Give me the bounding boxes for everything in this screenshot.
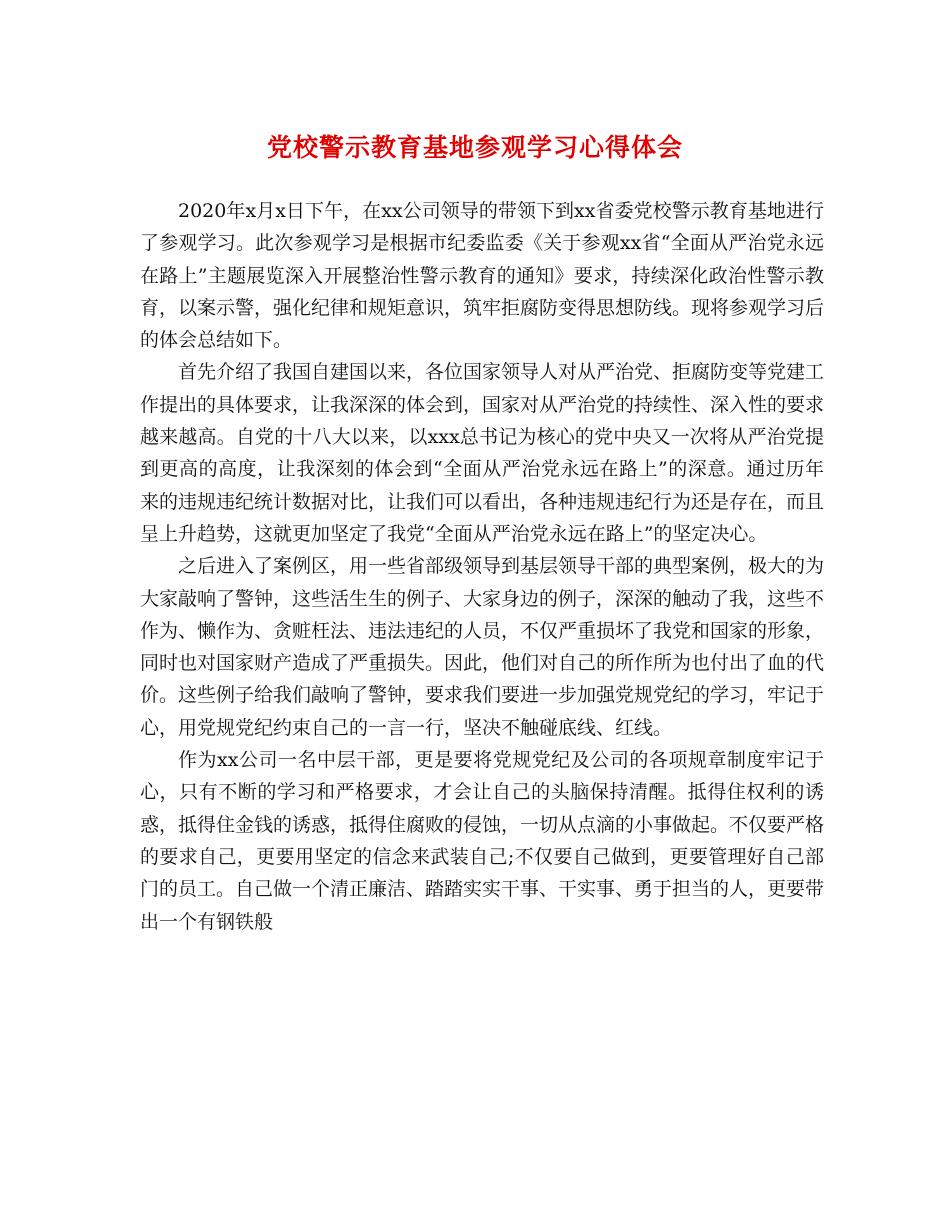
document-title: 党校警示教育基地参观学习心得体会 — [266, 133, 683, 162]
document-body — [140, 195, 824, 938]
paragraph-3: 之后进入了案例区，用一些省部级领导到基层领导干部的典型案例，极大的为大家敲响了警钟，这些活生生的例子、大家身边的例子，深深的触动了我，这些不作为、懒作为、贪赃枉法、违法违纪的人员，不仅严重损坏了我党和国家的形象，同时也对国家财产造成了严重损失。因此，他们对自己的所作所为也付出了血的代价。这些例子给我们敲响了警钟，要求我们要进一步加强党规党纪的学习，牢记于心，用党规党纪约束自己的一言一行，坚决不触碰底线、红线。 — [140, 555, 825, 739]
paragraph-2: 首先介绍了我国自建国以来，各位国家领导人对从严治党、拒腐防变等党建工作提出的具体要求，让我深深的体会到，国家对从严治党的持续性、深入性的要求越来越高。自党的十八大以来，以xxx总书记为核心的党中央又一次将从严治党提到更高的高度，让我深刻的体会到“全面从严治党永远在路上”的深意。通过历年来的违规违纪统计数据对比，让我们可以看出，各种违规违纪行为还是存在，而且呈上升趋势，这就更加坚定了我党“全面从严治党永远在路上”的坚定决心。 — [140, 361, 825, 545]
paragraph-4: 作为xx公司一名中层干部，更是要将党规党纪及公司的各项规章制度牢记于心，只有不断的学习和严格要求，才会让自己的头脑保持清醒。抵得住权利的诱惑，抵得住金钱的诱惑，抵得住腐败的侵蚀，一切从点滴的小事做起。不仅要严格的要求自己，更要用坚定的信念来武装自己;不仅要自己做到，更要管理好自己部门的员工。自己做一个清正廉洁、踏踏实实干事、干实事、勇于担当的人，更要带出一个有钢铁般 — [140, 749, 825, 933]
paragraph-1: 2020年x月x日下午，在xx公司领导的带领下到xx省委党校警示教育基地进行了参观学习。此次参观学习是根据市纪委监委《关于参观xx省“全面从严治党永远在路上”主题展览深入开展整治性警示教育的通知》要求，持续深化政治性警示教育，以案示警，强化纪律和规矩意识，筑牢拒腐防变得思想防线。现将参观学习后的体会总结如下。 — [140, 200, 825, 352]
